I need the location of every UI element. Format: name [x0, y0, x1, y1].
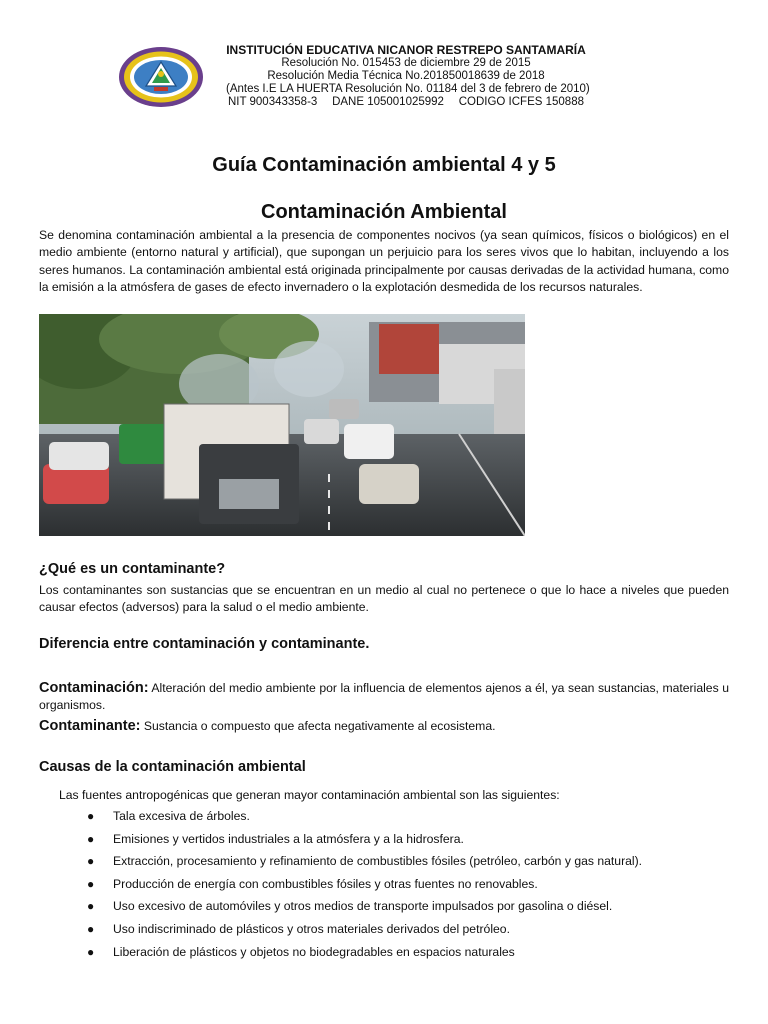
bullet-icon: ●: [87, 809, 95, 823]
diferencia-heading: Diferencia entre contaminación y contaminante.: [39, 636, 370, 652]
causes-list: [87, 808, 642, 966]
list-item: [87, 831, 642, 854]
causas-heading: Causas de la contaminación ambiental: [39, 759, 306, 775]
definition-text-contaminante: Sustancia o compuesto que afecta negativamente al ecosistema.: [140, 719, 496, 733]
definition-contaminacion: [39, 680, 729, 715]
bullet-icon: ●: [87, 831, 95, 846]
letterhead: [118, 42, 588, 112]
list-item-text: Producción de energía con combustibles fósiles y otras fuentes no renovables.: [113, 876, 538, 891]
list-item-text: Tala excesiva de árboles.: [113, 809, 250, 823]
bullet-icon: ●: [87, 921, 95, 936]
bullet-icon: ●: [87, 899, 95, 914]
institution-info: [226, 43, 590, 109]
bullet-icon: ●: [87, 854, 95, 869]
bullet-icon: ●: [87, 876, 95, 891]
nit-number: NIT 900343358-3: [228, 96, 318, 108]
list-item-text: Extracción, procesamiento y refinamiento de combustibles fósiles (petróleo, carbón y gas natural).: [113, 854, 643, 869]
institution-name: INSTITUCIÓN EDUCATIVA NICANOR RESTREPO SANTAMARÍA: [226, 43, 586, 57]
causas-intro: Las fuentes antropogénicas que generan mayor contaminación ambiental son las siguientes:: [59, 788, 560, 802]
bullet-icon: ●: [87, 944, 95, 959]
section-title: Contaminación Ambiental: [261, 201, 507, 223]
contaminante-heading: ¿Qué es un contaminante?: [39, 561, 226, 577]
definition-contaminante: [39, 718, 729, 735]
list-item: [87, 898, 642, 921]
identifiers-line: [226, 96, 586, 109]
contaminante-paragraph: Los contaminantes son sustancias que se encuentran en un medio al cual no pertenece o que lo hace a niveles que pueden causar efectos (adversos) para la salud o el medio ambiente.: [39, 583, 729, 615]
resolution-line-2: Resolución Media Técnica No.201850018639 de 2018: [267, 70, 545, 82]
list-item-text: Liberación de plásticos y objetos no biodegradables en espacios naturales: [113, 944, 515, 959]
list-item: [87, 921, 642, 944]
icfes-code: CODIGO ICFES 150888: [458, 96, 584, 108]
intro-paragraph: Se denomina contaminación ambiental a la presencia de componentes nocivos (ya sean químicos, físicos o biológicos) en el medio ambiente (entorno natural y artificial), que supongan un perjuicio para los seres vivos que lo habitan, incluyendo a los seres humanos. La contaminación ambiental está originada principalmente por causas derivadas de la actividad humana, como la emisión a la atmósfera de gases de efecto invernadero o la explotación desmedida de los recursos naturales.: [39, 228, 729, 295]
list-item: [87, 944, 642, 967]
traffic-pollution-photo: [39, 314, 525, 536]
list-item: [87, 808, 642, 831]
school-seal-icon: [118, 46, 204, 108]
list-item-text: Emisiones y vertidos industriales a la atmósfera y a la hidrosfera.: [113, 831, 464, 846]
dane-number: DANE 105001025992: [332, 96, 444, 108]
list-item: [87, 853, 642, 876]
term-contaminacion: Contaminación:: [39, 680, 149, 696]
list-item: [87, 876, 642, 899]
resolution-line-3: (Antes I.E LA HUERTA Resolución No. 01184 del 3 de febrero de 2010): [226, 83, 590, 95]
definition-text-contaminacion: Alteración del medio ambiente por la influencia de elementos ajenos a él, ya sean sustancias, materiales u organismos.: [39, 681, 729, 713]
list-item-text: Uso excesivo de automóviles y otros medios de transporte impulsados por gasolina o diésel.: [113, 899, 613, 914]
resolution-line-1: Resolución No. 015453 de diciembre 29 de 2015: [281, 57, 531, 69]
guide-title: Guía Contaminación ambiental 4 y 5: [212, 154, 556, 176]
list-item-text: Uso indiscriminado de plásticos y otros materiales derivados del petróleo.: [113, 921, 510, 936]
term-contaminante: Contaminante:: [39, 718, 141, 734]
